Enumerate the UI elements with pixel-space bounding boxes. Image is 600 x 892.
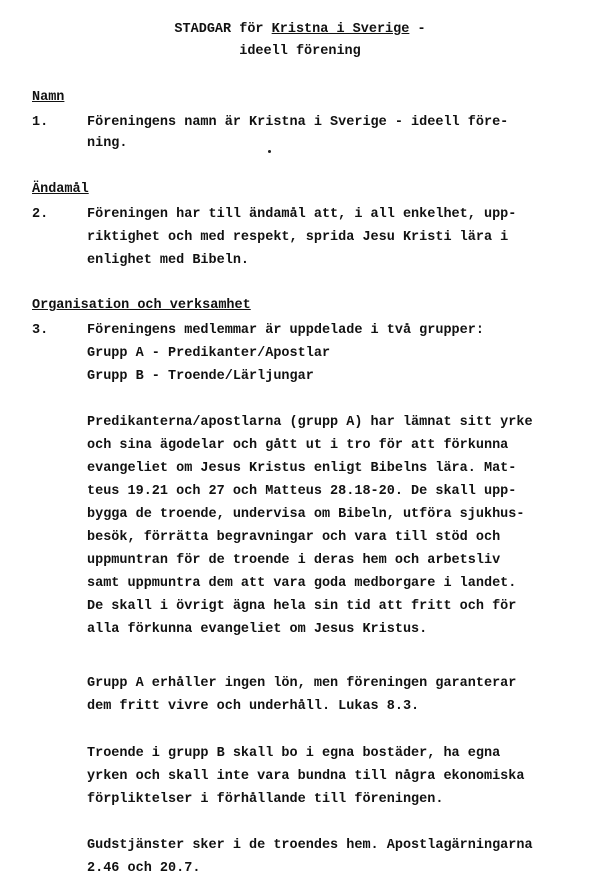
- paragraph-number-2: 2.: [32, 207, 49, 222]
- title-part-3: -: [409, 22, 426, 37]
- paragraph-line: Grupp A erhåller ingen lön, men föreningen garanterar: [87, 676, 517, 691]
- paragraph-line: 2.46 och 20.7.: [87, 861, 201, 876]
- paragraph-line: Föreningen har till ändamål att, i all enkelhet, upp-: [87, 207, 517, 222]
- section-heading-andamal: Ändamål: [32, 182, 89, 197]
- paragraph-line: Föreningens medlemmar är uppdelade i två grupper:: [87, 323, 484, 338]
- paragraph-line: ning.: [87, 136, 128, 151]
- paragraph-line: Troende i grupp B skall bo i egna bostäder, ha egna: [87, 746, 501, 761]
- paragraph-line: evangeliet om Jesus Kristus enligt Bibelns lära. Mat-: [87, 461, 517, 476]
- paragraph-line: dem fritt vivre och underhåll. Lukas 8.3.: [87, 699, 420, 714]
- paragraph-line: och sina ägodelar och gått ut i tro för att förkunna: [87, 438, 509, 453]
- paragraph-line: bygga de troende, undervisa om Bibeln, utföra sjukhus-: [87, 507, 525, 522]
- paragraph-line: uppmuntran för de troende i deras hem och arbetsliv: [87, 553, 501, 568]
- paragraph-line: Föreningens namn är Kristna i Sverige - ideell före-: [87, 115, 509, 130]
- section-heading-namn: Namn: [32, 90, 65, 105]
- paragraph-line: teus 19.21 och 27 och Matteus 28.18-20. De skall upp-: [87, 484, 517, 499]
- paragraph-line: Predikanterna/apostlarna (grupp A) har lämnat sitt yrke: [87, 415, 533, 430]
- title-part-2: Kristna i Sverige: [271, 22, 410, 37]
- paragraph-number-1: 1.: [32, 115, 49, 130]
- document-title-line-1: [0, 22, 600, 37]
- paragraph-line: De skall i övrigt ägna hela sin tid att fritt och för: [87, 599, 517, 614]
- paragraph-line: yrken och skall inte vara bundna till några ekonomiska: [87, 769, 525, 784]
- paragraph-number-3: 3.: [32, 323, 49, 338]
- paragraph-line: samt uppmuntra dem att vara goda medborgare i landet.: [87, 576, 517, 591]
- section-heading-organisation: Organisation och verksamhet: [32, 298, 251, 313]
- paragraph-line: förpliktelser i förhållande till föreningen.: [87, 792, 444, 807]
- paragraph-line: Grupp B - Troende/Lärljungar: [87, 369, 314, 384]
- paragraph-line: riktighet och med respekt, sprida Jesu Kristi lära i: [87, 230, 509, 245]
- title-part-1: STADGAR för: [174, 22, 272, 37]
- scan-speck: [268, 150, 271, 153]
- paragraph-line: Grupp A - Predikanter/Apostlar: [87, 346, 331, 361]
- paragraph-line: Gudstjänster sker i de troendes hem. Apostlagärningarna: [87, 838, 533, 853]
- paragraph-line: alla förkunna evangeliet om Jesus Kristus.: [87, 622, 428, 637]
- document-title-line-2: ideell förening: [239, 44, 361, 59]
- paragraph-line: besök, förrätta begravningar och vara till stöd och: [87, 530, 501, 545]
- paragraph-line: enlighet med Bibeln.: [87, 253, 250, 268]
